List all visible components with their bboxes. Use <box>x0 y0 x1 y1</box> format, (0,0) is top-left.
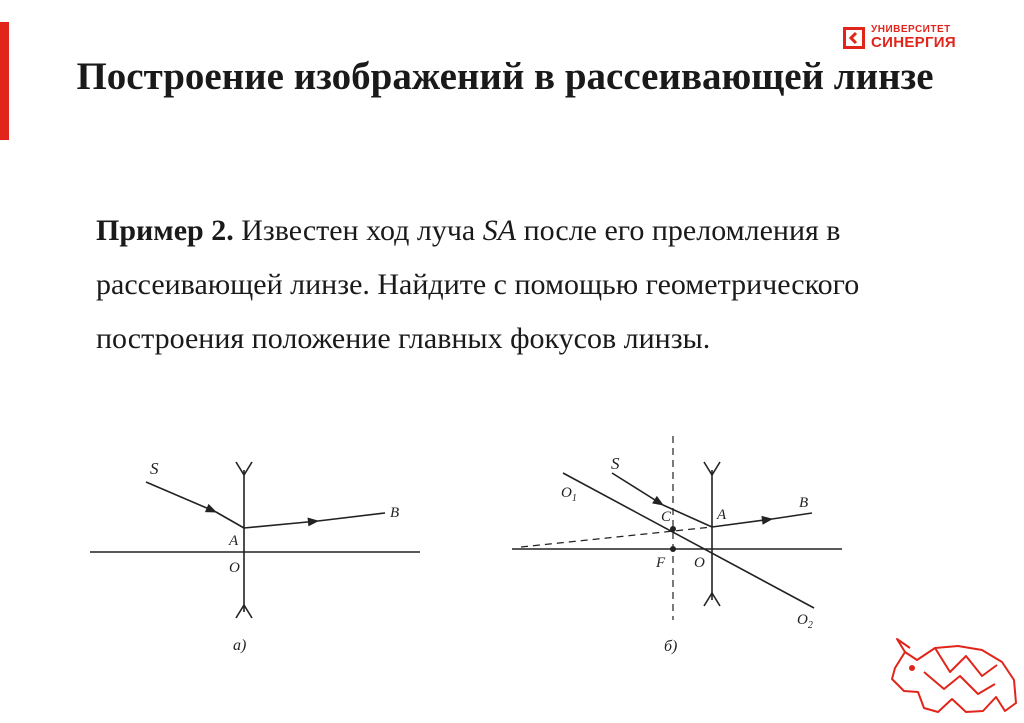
fig-b-label-o2-sub: 2 <box>807 620 813 631</box>
example-label: Пример 2. <box>96 214 234 247</box>
fig-b-point-c <box>670 526 676 532</box>
fig-b-label-f: F <box>656 555 666 571</box>
fig-a-incident-ray <box>216 512 244 528</box>
fig-b-label-o2-main: O <box>797 612 808 628</box>
figure-b <box>512 436 842 620</box>
accent-bar <box>0 22 9 140</box>
fig-b-label-o: O <box>694 555 705 571</box>
fig-b-refracted-ray <box>772 513 812 519</box>
figure-a <box>90 462 420 618</box>
logo-line-university: УНИВЕРСИТЕТ <box>871 24 951 35</box>
fig-a-incident-ray-arrow <box>146 482 216 512</box>
fig-b-label-o2 <box>797 612 813 631</box>
fig-b-label-a: A <box>717 507 727 523</box>
figures <box>0 420 1024 723</box>
fig-b-central-ray <box>563 473 814 608</box>
fig-a-label-s: S <box>150 459 159 478</box>
example-paragraph <box>96 204 956 366</box>
fig-a-label-a: A <box>229 533 239 549</box>
fig-b-point-f <box>670 546 676 552</box>
fig-b-label-o1-main: O <box>561 485 572 501</box>
fig-b-caption: б) <box>664 638 678 655</box>
fig-a-refracted-ray <box>318 513 385 521</box>
fig-b-label-o1-sub: 1 <box>571 493 577 504</box>
logo-bracket-icon <box>843 27 865 49</box>
fig-b-label-o1 <box>561 485 577 504</box>
example-text-part-2: после его преломления в рассеивающей линзе. Найдите с помощью геометрического построения положение главных фокусов линзы. <box>96 214 860 355</box>
fig-b-label-s: S <box>611 454 620 473</box>
ray-symbol: SA <box>482 214 517 247</box>
university-logo <box>843 25 956 50</box>
page-title: Построение изображений в рассеивающей линзе <box>76 55 934 98</box>
rhino-icon <box>892 639 1016 712</box>
fig-b-incident-ray-arrow <box>612 473 663 505</box>
fig-a-label-b: B <box>390 505 400 521</box>
fig-b-label-b: B <box>799 495 809 511</box>
fig-b-label-c: C <box>661 509 672 525</box>
logo-line-synergy: СИНЕРГИЯ <box>871 34 956 51</box>
example-text-part-1: Известен ход луча <box>233 214 483 247</box>
fig-a-refracted-ray-arrow <box>244 521 318 528</box>
logo-text <box>871 25 956 50</box>
fig-a-caption: а) <box>233 637 247 654</box>
fig-a-label-o: O <box>229 560 240 576</box>
